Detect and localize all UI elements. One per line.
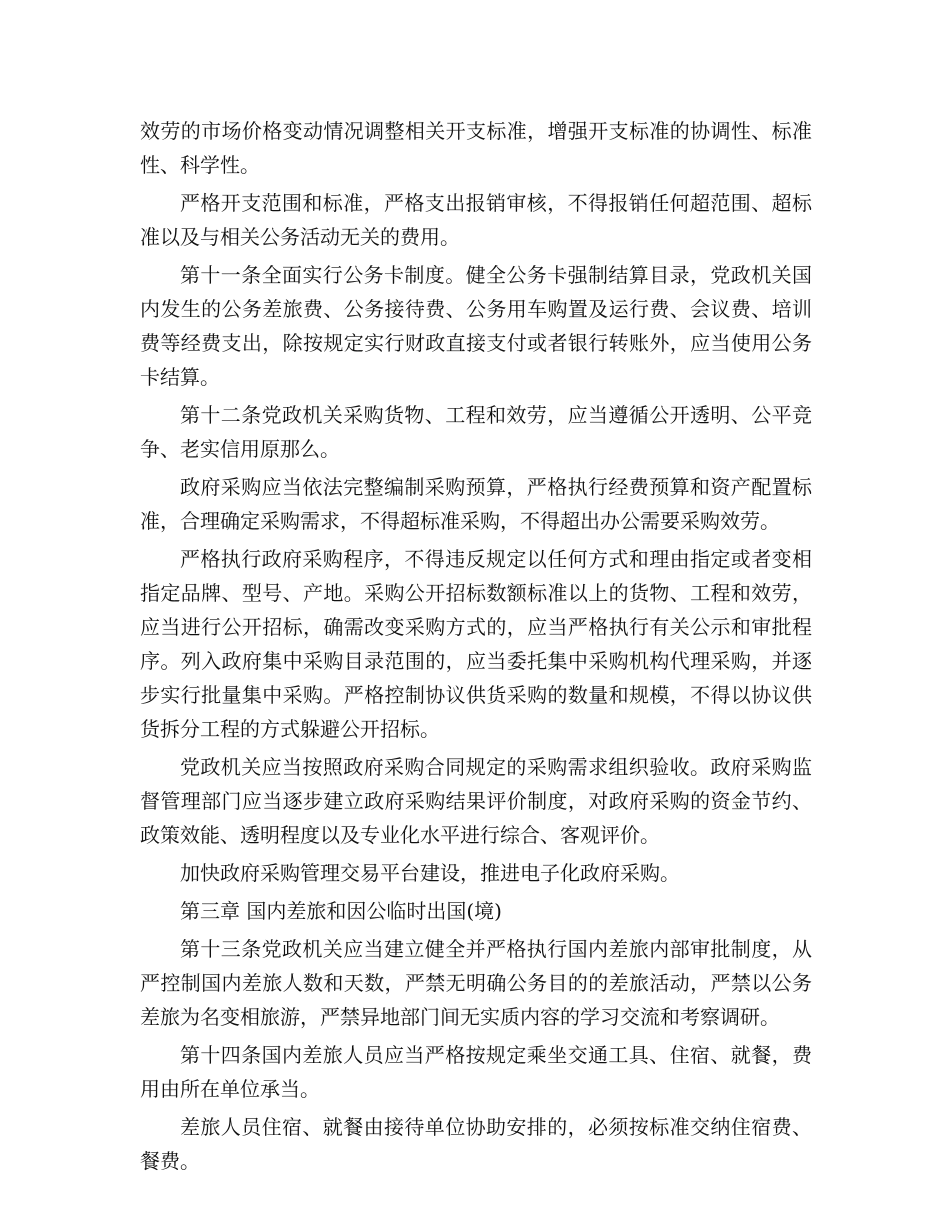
- paragraph: 第十二条党政机关采购货物、工程和效劳，应当遵循公开透明、公平竞争、老实信用原那么。: [140, 403, 812, 461]
- paragraph: 严格执行政府采购程序，不得违反规定以任何方式和理由指定或者变相指定品牌、型号、产地。采购公开招标数额标准以上的货物、工程和效劳，应当进行公开招标，确需改变采购方式的，应当严格执行有关公示和审批程序。列入政府集中采购目录范围的，应当委托集中采购机构代理采购，并逐步实行批量集中采购。严格控制协议供货采购的数量和规模，不得以协议供货拆分工程的方式躲避公开招标。: [140, 547, 812, 741]
- paragraph: 第十一条全面实行公务卡制度。健全公务卡强制结算目录，党政机关国内发生的公务差旅费、公务接待费、公务用车购置及运行费、会议费、培训费等经费支出，除按规定实行财政直接支付或者银行转账外，应当使用公务卡结算。: [140, 263, 812, 389]
- paragraph: 党政机关应当按照政府采购合同规定的采购需求组织验收。政府采购监督管理部门应当逐步建立政府采购结果评价制度，对政府采购的资金节约、政策效能、透明程度以及专业化水平进行综合、客观评价。: [140, 755, 812, 847]
- document-body: [140, 114, 812, 1182]
- paragraph: 差旅人员住宿、就餐由接待单位协助安排的，必须按标准交纳住宿费、餐费。: [140, 1115, 812, 1173]
- paragraph: 严格开支范围和标准，严格支出报销审核，不得报销任何超范围、超标准以及与相关公务活动无关的费用。: [140, 191, 812, 249]
- paragraph: 效劳的市场价格变动情况调整相关开支标准，增强开支标准的协调性、标准性、科学性。: [140, 119, 812, 177]
- paragraph: 第十三条党政机关应当建立健全并严格执行国内差旅内部审批制度，从严控制国内差旅人数和天数，严禁无明确公务目的的差旅活动，严禁以公务差旅为名变相旅游，严禁异地部门间无实质内容的学习交流和考察调研。: [140, 937, 812, 1029]
- paragraph: 政府采购应当依法完整编制采购预算，严格执行经费预算和资产配置标准，合理确定采购需求，不得超标准采购，不得超出办公需要采购效劳。: [140, 475, 812, 533]
- chapter-heading: 第三章 国内差旅和因公临时出国(境): [180, 899, 502, 923]
- paragraph: 第十四条国内差旅人员应当严格按规定乘坐交通工具、住宿、就餐，费用由所在单位承当。: [140, 1043, 812, 1101]
- paragraph: 加快政府采购管理交易平台建设，推进电子化政府采购。: [180, 861, 680, 885]
